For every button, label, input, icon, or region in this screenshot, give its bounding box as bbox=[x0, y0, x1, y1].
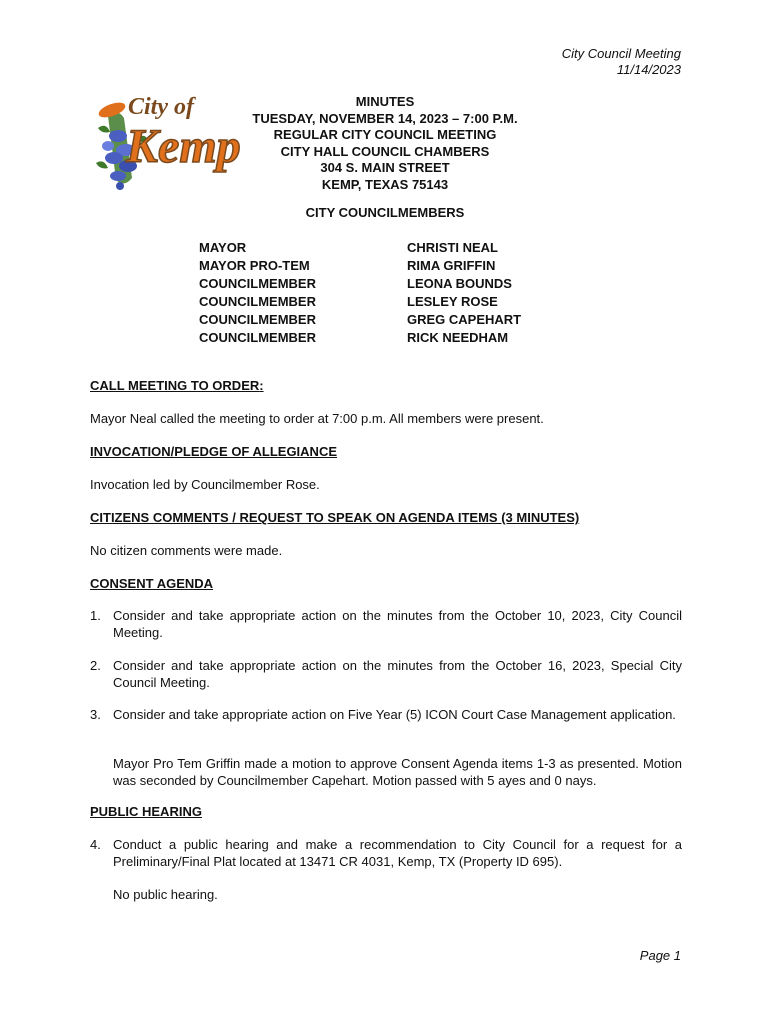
council-name: RIMA GRIFFIN bbox=[407, 258, 496, 273]
logo-city-of-text: City of bbox=[128, 94, 194, 120]
call-to-order-text: Mayor Neal called the meeting to order at 7:00 p.m. All members were present. bbox=[90, 411, 544, 426]
council-roles-column bbox=[199, 239, 316, 347]
citizens-comments-heading: CITIZENS COMMENTS / REQUEST TO SPEAK ON AGENDA ITEMS (3 MINUTES) bbox=[90, 510, 580, 525]
council-role: COUNCILMEMBER bbox=[199, 276, 316, 291]
document-header bbox=[562, 46, 681, 78]
council-name: RICK NEEDHAM bbox=[407, 330, 509, 345]
agenda-item-text: Consider and take appropriate action on the minutes from the October 16, 2023, Special City Council Meeting. bbox=[113, 658, 682, 690]
public-hearing-heading: PUBLIC HEARING bbox=[90, 804, 202, 819]
title-street: 304 S. MAIN STREET bbox=[320, 160, 450, 175]
council-role: COUNCILMEMBER bbox=[199, 330, 316, 345]
council-name: LESLEY ROSE bbox=[407, 294, 498, 309]
agenda-item-text: Consider and take appropriate action on the minutes from the October 10, 2023, City Council Meeting. bbox=[113, 608, 682, 640]
council-role: MAYOR PRO-TEM bbox=[199, 258, 310, 273]
council-name: GREG CAPEHART bbox=[407, 312, 522, 327]
call-to-order-heading bbox=[90, 378, 264, 393]
agenda-item-number: 4. bbox=[90, 837, 101, 852]
council-name: CHRISTI NEAL bbox=[407, 240, 498, 255]
citizens-comments-text: No citizen comments were made. bbox=[90, 543, 283, 558]
council-role: COUNCILMEMBER bbox=[199, 294, 316, 309]
title-location: CITY HALL COUNCIL CHAMBERS bbox=[280, 143, 490, 159]
header-meeting-name: City Council Meeting bbox=[561, 46, 681, 61]
public-hearing-note: No public hearing. bbox=[113, 887, 218, 902]
title-meeting-type: REGULAR CITY COUNCIL MEETING bbox=[273, 127, 497, 142]
page-number: Page 1 bbox=[639, 948, 681, 963]
meeting-title-block bbox=[200, 94, 570, 193]
title-date-time: TUESDAY, NOVEMBER 14, 2023 – 7:00 P.M. bbox=[252, 110, 518, 126]
logo-kemp-text: Kemp bbox=[126, 120, 241, 173]
invocation-heading: INVOCATION/PLEDGE OF ALLEGIANCE bbox=[90, 444, 338, 459]
council-role: MAYOR bbox=[199, 240, 247, 255]
title-city-state: KEMP, TEXAS 75143 bbox=[321, 176, 449, 192]
agenda-item-number: 1. bbox=[90, 608, 101, 623]
agenda-item bbox=[90, 607, 682, 641]
consent-agenda-heading: CONSENT AGENDA bbox=[90, 576, 214, 591]
invocation-text: Invocation led by Councilmember Rose. bbox=[90, 477, 320, 492]
agenda-item bbox=[90, 836, 682, 870]
council-names-column bbox=[407, 239, 521, 347]
heading-colon: : bbox=[259, 378, 264, 393]
council-name: LEONA BOUNDS bbox=[407, 276, 512, 291]
council-role: COUNCILMEMBER bbox=[199, 312, 316, 327]
agenda-item-text: Consider and take appropriate action on Five Year (5) ICON Court Case Management application. bbox=[113, 707, 676, 722]
title-minutes: MINUTES bbox=[355, 94, 415, 109]
agenda-item-number: 3. bbox=[90, 707, 101, 722]
consent-motion-text: Mayor Pro Tem Griffin made a motion to approve Consent Agenda items 1-3 as presented. Motion was seconded by Councilmember Capehart. Motion passed with 5 ayes and 0 nays. bbox=[113, 756, 682, 788]
agenda-item-text: Conduct a public hearing and make a recommendation to City Council for a request for a Preliminary/Final Plat located at 13471 CR 4031, Kemp, TX (Property ID 695). bbox=[113, 837, 682, 869]
call-to-order-heading-text: CALL MEETING TO ORDER bbox=[90, 378, 260, 393]
agenda-item bbox=[90, 657, 682, 691]
agenda-item-number: 2. bbox=[90, 658, 101, 673]
agenda-item bbox=[90, 706, 682, 723]
councilmembers-heading: CITY COUNCILMEMBERS bbox=[305, 205, 465, 220]
header-date: 11/14/2023 bbox=[616, 62, 681, 77]
